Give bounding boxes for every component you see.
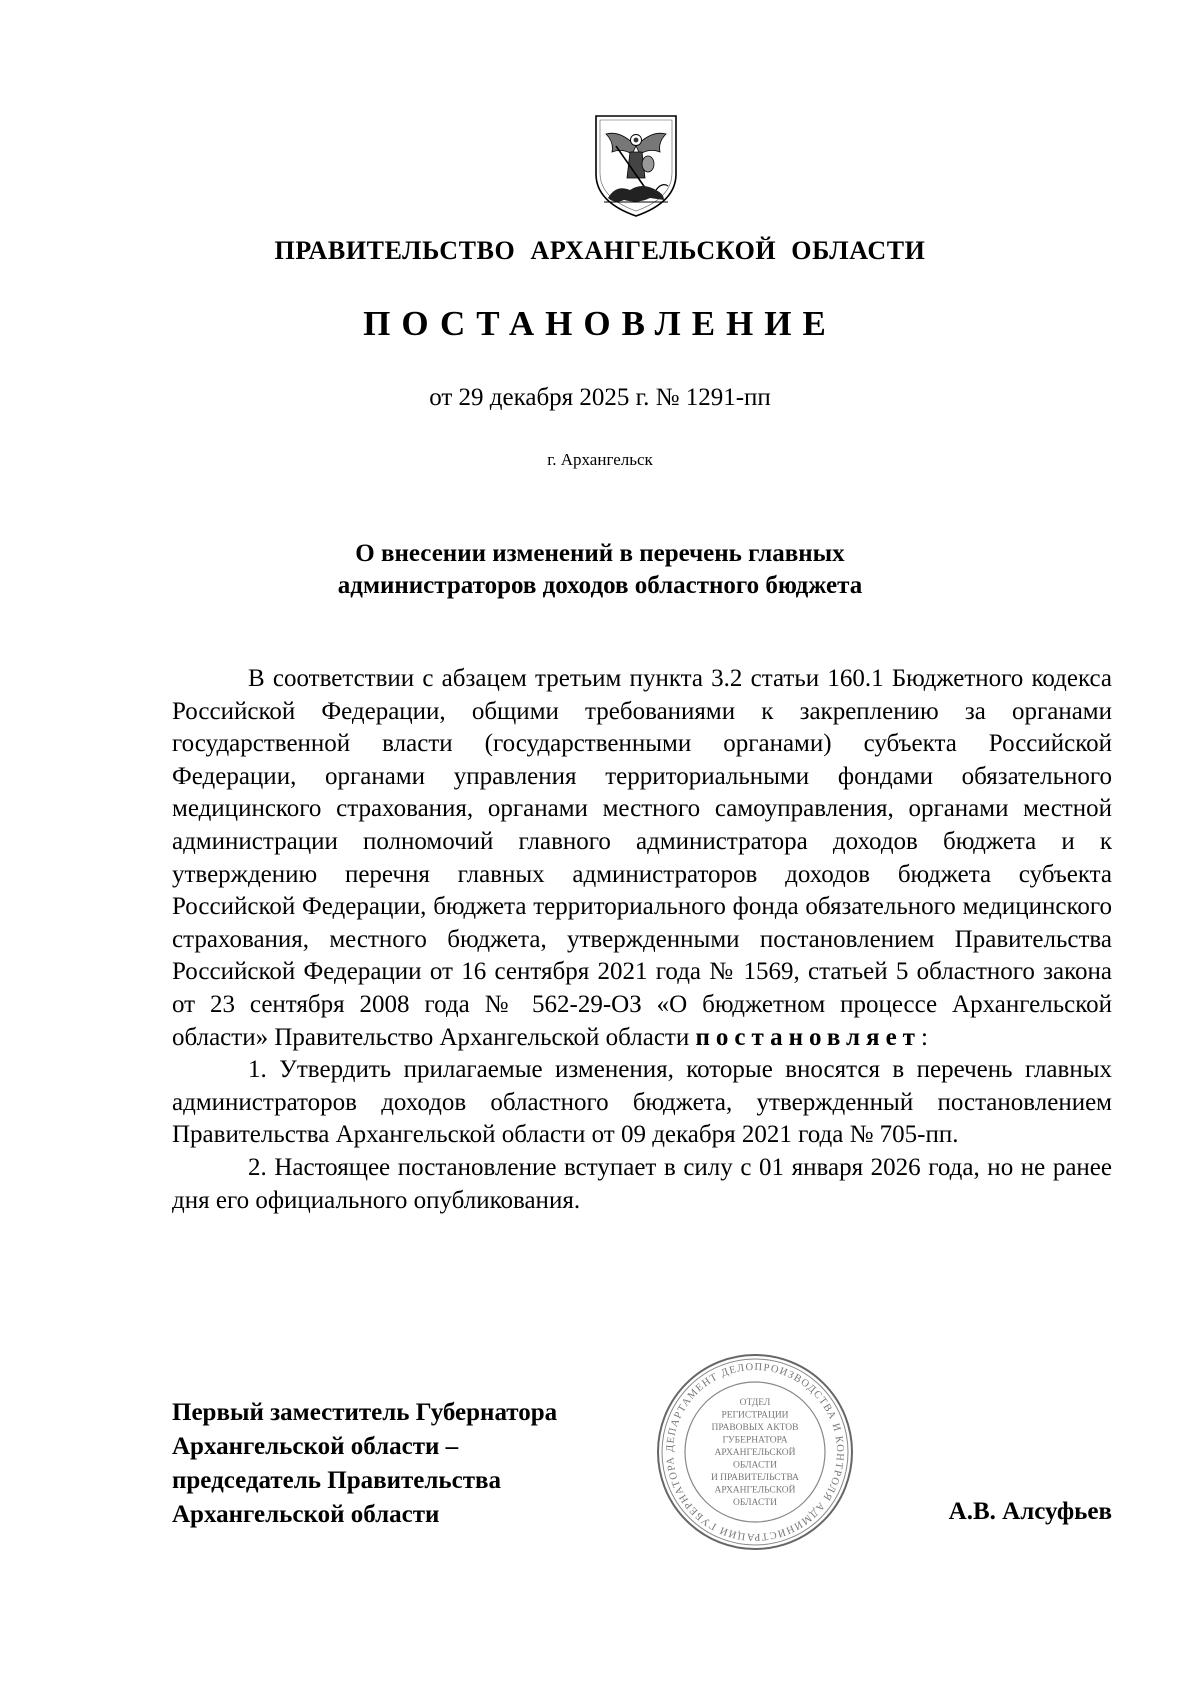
document-subject xyxy=(0,538,1200,602)
document-date-number: от 29 декабря 2025 г. № 1291-пп xyxy=(429,384,771,411)
document-body xyxy=(172,663,1112,1217)
stamp-inner-line: ПРАВОВЫХ АКТОВ xyxy=(711,1423,799,1433)
stamp-outer-text: ДЕПАРТАМЕНТ ДЕЛОПРОИЗВОДСТВА И КОНТРОЛЯ АДМИНИСТРАЦИИ ГУБЕРНАТОРА xyxy=(664,1361,846,1543)
stamp-inner-line: АРХАНГЕЛЬСКОЙ xyxy=(714,1448,796,1458)
position-line-1: Первый заместитель Губернатора xyxy=(172,1399,558,1426)
document-type: ПОСТАНОВЛЕНИЕ xyxy=(363,304,837,343)
stamp-inner-line: И ПРАВИТЕЛЬСТВА xyxy=(710,1473,800,1483)
document-city: г. Архангельск xyxy=(547,450,653,469)
decree-colon: : xyxy=(920,1023,928,1051)
decree-word: постановляет xyxy=(695,1023,921,1051)
government-name: ПРАВИТЕЛЬСТВО АРХАНГЕЛЬСКОЙ ОБЛАСТИ xyxy=(274,236,926,265)
stamp-inner-line: ОБЛАСТИ xyxy=(733,1460,777,1471)
stamp-inner-line: ОТДЕЛ xyxy=(739,1398,771,1408)
preamble-paragraph xyxy=(172,663,1112,1054)
coat-of-arms-icon xyxy=(590,112,682,220)
signatory-position xyxy=(172,1396,557,1532)
stamp-inner-line: ОБЛАСТИ xyxy=(733,1498,777,1508)
subject-line-2: администраторов доходов областного бюджета xyxy=(337,572,863,599)
stamp-inner-line: АРХАНГЕЛЬСКОЙ xyxy=(714,1485,796,1496)
item-2-paragraph: 2. Настоящее постановление вступает в силу с 01 января 2026 года, но не ранее дня его официального опубликования. xyxy=(172,1153,1112,1214)
preamble-text: В соответствии с абзацем третьим пункта 3.2 статьи 160.1 Бюджетного кодекса Российской Федерации, общими требованиями к закреплению за органами государственной власти (государственными органами) субъекта Российской Федерации, органами управления территориальными фондами обязательного медицинского страхования, органами местного самоуправления, органами местной администрации полномочий главного администратора доходов бюджета и к утверждению перечня главных администраторов доходов бюджета субъекта Российской Федерации, бюджета территориального фонда обязательного медицинского страхования, местного бюджета, утвержденными постановлением Правительства Российской Федерации от 16 сентября 2021 года № 1569, статьей 5 областного закона от 23 сентября 2008 года № 562-29-ОЗ «О бюджетном процессе Архангельской области» Правительство Архангельской области xyxy=(172,665,1112,1051)
subject-line-1: О внесении изменений в перечень главных xyxy=(355,540,845,567)
position-line-3: председатель Правительства xyxy=(172,1467,502,1494)
stamp-inner-line: ГУБЕРНАТОРА xyxy=(722,1435,788,1446)
signer-name: А.В. Алсуфьев xyxy=(948,1498,1112,1525)
item-1-paragraph: 1. Утвердить прилагаемые изменения, которые вносятся в перечень главных администраторов доходов областного бюджета, утвержденный постановлением Правительства Архангельской области от 09 декабря 2021 года № 705-пп. xyxy=(172,1056,1112,1149)
stamp-inner-line: РЕГИСТРАЦИИ xyxy=(721,1410,789,1421)
official-stamp xyxy=(655,1352,855,1552)
position-line-2: Архангельской области – xyxy=(172,1433,459,1460)
position-line-4: Архангельской области xyxy=(172,1501,440,1528)
